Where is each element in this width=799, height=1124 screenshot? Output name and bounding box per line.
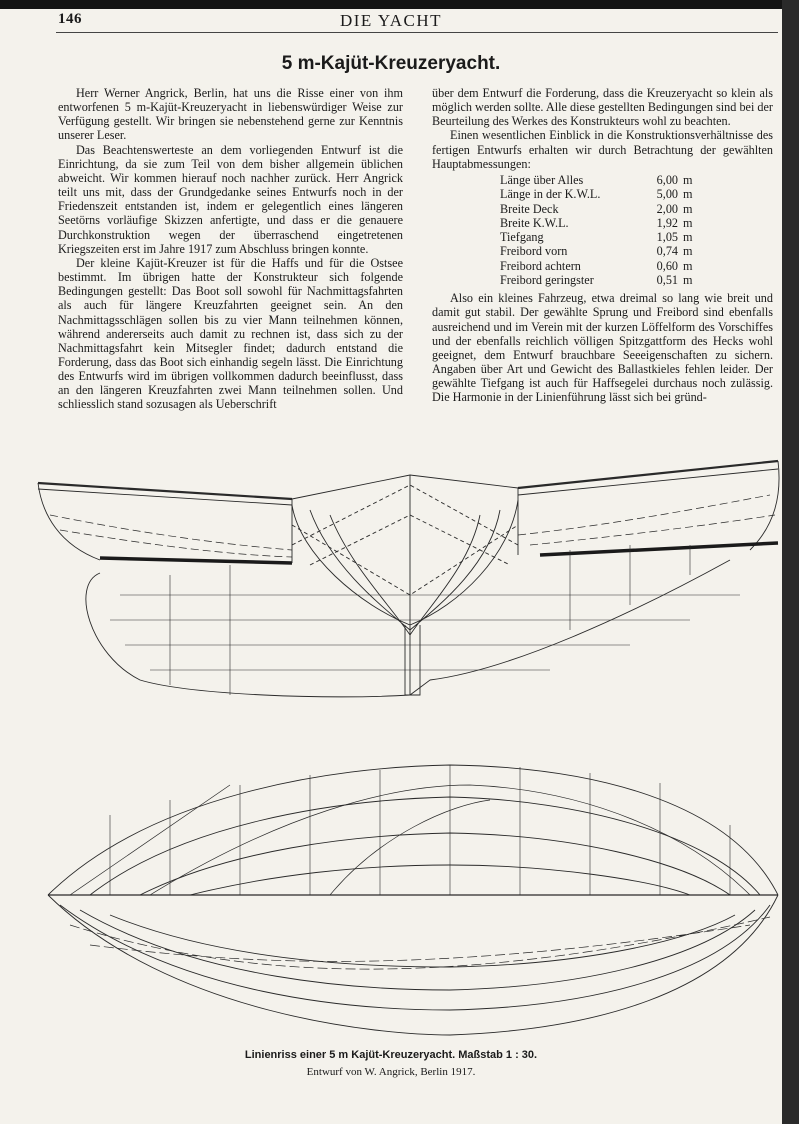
waterline-black bbox=[100, 543, 778, 563]
dimension-unit: m bbox=[683, 258, 693, 273]
hull-outline-lower bbox=[48, 895, 778, 1035]
dimension-row bbox=[500, 216, 692, 230]
dimension-label: Länge über Alles bbox=[500, 172, 584, 187]
article-title: 5 m-Kajüt-Kreuzeryacht. bbox=[281, 53, 501, 74]
dimension-row bbox=[500, 187, 692, 201]
dimension-unit: m bbox=[683, 244, 693, 259]
transom-aft bbox=[38, 483, 100, 560]
diagonal-lines-upper bbox=[70, 785, 750, 895]
profile-view bbox=[38, 461, 779, 697]
left-paragraph-1: Herr Werner Angrick, Berlin, hat uns die Risse einer von ihm entworfenen 5 m-Kajüt-Kreuzeryacht in liebenswürdiger Weise zur Verfügung gestellt. Wir bringen sie nebenstehend gerne zur Kenntnis unserer Leser. bbox=[58, 86, 403, 143]
body-plan-sections bbox=[292, 475, 518, 695]
scan-right-edge bbox=[782, 0, 799, 1124]
stem-fwd bbox=[750, 461, 779, 550]
left-paragraph-2: Das Beachtenswerteste an dem vorliegenden Entwurf ist die Einrichtung, da sie zum Teil von dem bisher allgemein üblichen abweicht. Wir kommen hierauf noch nachher zurück. Herr Angrick teilt uns mit, dass der Grundgedanke seines Entwurfs noch in der Friedenszeit entstanden ist, indem er gelegentlich eines längeren Seetörns vorläufige Skizzen anfertigte, und dass er die genauere Durchkonstruktion wegen der überraschend eingetretenen Kriegszeiten erst im Jahre 1917 zum Abschluss bringen konnte. bbox=[58, 142, 403, 256]
dimension-label: Breite K.W.L. bbox=[500, 215, 569, 230]
deck-line-fwd bbox=[518, 469, 778, 495]
dimension-value: 0,60 bbox=[656, 258, 678, 273]
deck-outline-upper bbox=[48, 765, 778, 895]
dimension-label: Breite Deck bbox=[500, 201, 559, 216]
plan-view bbox=[48, 765, 778, 1035]
dimension-row bbox=[500, 173, 692, 187]
dimension-unit: m bbox=[683, 230, 693, 245]
dimension-value: 0,51 bbox=[656, 273, 678, 288]
dimensions-table bbox=[500, 173, 692, 287]
right-paragraph-2: Einen wesentlichen Einblick in die Konstruktionsverhältnisse des fertigen Entwurfs erhalten wir durch Betrachtung der gewählten Hauptabmessungen: bbox=[432, 128, 773, 171]
buttocks-lower bbox=[70, 917, 770, 969]
dimension-label: Freibord vorn bbox=[500, 244, 568, 259]
dimension-unit: m bbox=[683, 172, 693, 187]
dimension-unit: m bbox=[683, 201, 693, 216]
page-number: 146 bbox=[58, 11, 82, 27]
dimension-label: Länge in der K.W.L. bbox=[500, 187, 601, 202]
dimension-label: Tiefgang bbox=[500, 230, 544, 245]
right-paragraph-1: über dem Entwurf die Forderung, dass die Kreuzeryacht so klein als möglich werden sollte. Alle diese gestellten Bedingungen sind bei der Beurteilung des Werkes des Konstrukteurs wohl zu beachten. bbox=[432, 86, 773, 129]
figure-credit: Entwurf von W. Angrick, Berlin 1917. bbox=[306, 1066, 476, 1078]
figure-caption: Linienriss einer 5 m Kajüt-Kreuzeryacht. Maßstab 1 : 30. bbox=[244, 1049, 538, 1061]
dimension-row bbox=[500, 244, 692, 258]
dimension-row bbox=[500, 202, 692, 216]
station-lines bbox=[110, 765, 730, 895]
cabin-profile bbox=[292, 475, 518, 563]
dimension-value: 0,74 bbox=[656, 244, 678, 259]
journal-header: DIE YACHT bbox=[339, 11, 443, 30]
dimension-row bbox=[500, 230, 692, 244]
dimension-row bbox=[500, 259, 692, 273]
dimension-unit: m bbox=[683, 215, 693, 230]
left-column bbox=[58, 86, 403, 412]
right-paragraph-3: Also ein kleines Fahrzeug, etwa dreimal so lang wie breit und damit gut stabil. Der gewählte Sprung und Freibord sind ebenfalls ausreichend und im Verein mit der kurzen Löffelform des Vorschiffes und der ebenfalls reichlich völligen Spitzgattform des Hecks wohl geeignet, dem Entwurf brauchbare Seeeigenschaften zu sichern. Angaben über Art und Gewicht des Ballastkieles fehlen leider. Der gewählte Tiefgang ist auch für Haffsegelei durchaus noch zulässig. Die Harmonie in der Linienführung lässt sich bei gründ- bbox=[432, 291, 773, 405]
dimension-label: Freibord geringster bbox=[500, 273, 594, 288]
dimension-unit: m bbox=[683, 187, 693, 202]
dimension-value: 1,92 bbox=[656, 215, 678, 230]
dimension-value: 6,00 bbox=[656, 172, 678, 187]
dimension-value: 5,00 bbox=[656, 187, 678, 202]
dimension-value: 2,00 bbox=[656, 201, 678, 216]
right-column bbox=[432, 86, 773, 405]
sheer-line-fwd bbox=[518, 461, 778, 488]
header-rule bbox=[56, 32, 778, 33]
dimension-label: Freibord achtern bbox=[500, 258, 581, 273]
waterlines-upper bbox=[90, 797, 760, 895]
dimension-row bbox=[500, 273, 692, 287]
dimension-value: 1,05 bbox=[656, 230, 678, 245]
dimension-unit: m bbox=[683, 273, 693, 288]
scan-top-edge bbox=[0, 0, 799, 9]
lines-plan-drawing bbox=[30, 455, 782, 1040]
body-plan-diagonals bbox=[292, 485, 518, 595]
profile-grid bbox=[110, 545, 740, 695]
left-paragraph-3: Der kleine Kajüt-Kreuzer ist für die Haffs und für die Ostsee bestimmt. Im übrigen hatte der Konstrukteur sich folgende Bedingungen gestellt: Das Boot soll sowohl für Nachmittagsfahrten als auch für längere Kreuzfahrten geeignet sein. An den Nachmittagsschlägen sollen bis zu vier Mann teilnehmen können, während andererseits auch damit zu rechnen ist, dass sich zu der Nachmittagsfahrt kein Mitsegler findet; dadurch entstand die Forderung, dass das Boot sich einhandig segeln lässt. Die Einrichtung des Entwurfs wird im übrigen vollkommen dadurch beeinflusst, dass an den längeren Kreuzfahrten zwei Mann teilnehmen sollen. Und schliesslich stand sozusagen als Ueberschrift bbox=[58, 255, 403, 412]
